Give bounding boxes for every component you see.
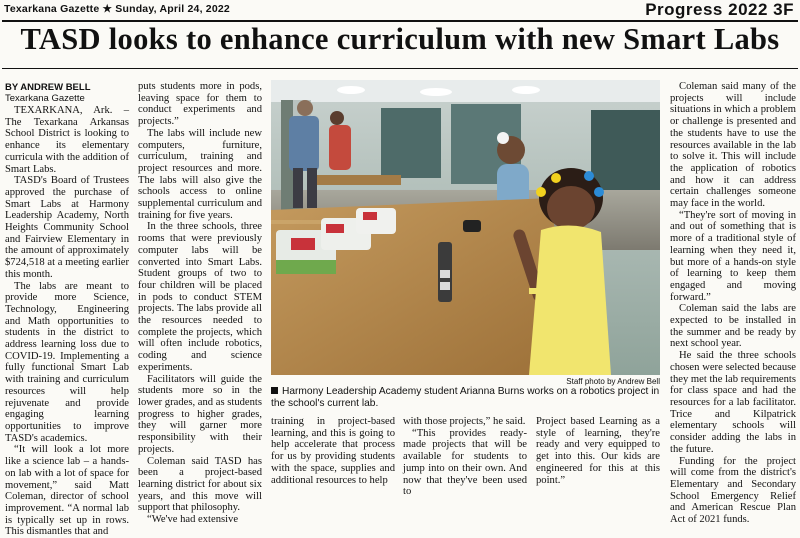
paragraph: TEXARKANA, Ark. – The Texarkana Arkansas School District is looking to enhance its elementary curricula with the addition of Smart Labs. <box>5 105 129 175</box>
paragraph: Coleman said TASD has been a project-based learning district for about six years, and this move will support that philosophy. <box>138 455 262 514</box>
paragraph: training in project-based learning, and this is going to help accelerate that process for us by providing students with the space, supplies and additional resources to help <box>271 416 395 486</box>
paragraph: TASD's Board of Trustees approved the purchase of Smart Labs at Harmony Leadership Academy, North Heights Community School and Fairview Elementary in the amount of approximately $724,518 at a meeting earlier this month. <box>5 175 129 280</box>
paragraph: Funding for the project will come from the district's Elementary and Secondary School Emergency Relief and American Rescue Plan Act of 2021 funds. <box>670 455 796 526</box>
paragraph: Coleman said many of the projects will include situations in which a problem or challenge is presented and the students have to use the resources available in the lab to solve it. This will include the application of robotics and how it can address certain challenges someone may face in the world. <box>670 81 796 210</box>
section-page-label: Progress 2022 3F <box>645 0 794 19</box>
photo-caption <box>271 386 663 410</box>
caption-text: Harmony Leadership Academy student Arianna Burns works on a robotics project in the school's current lab. <box>271 386 660 409</box>
paragraph: The labs are meant to provide more Science, Technology, Engineering and Math opportunities to students in the district to address learning loss due to COVID-19. Implementing a fully functional Smart Lab with training and curriculum resources will help rejuvenate and provide engaging learning opportunities to improve TASD's academics. <box>5 280 129 444</box>
article-column-5 <box>536 416 660 486</box>
paragraph: “We've had extensive <box>147 514 239 526</box>
photo-credit: Staff photo by Andrew Bell <box>566 377 660 386</box>
article-column-4 <box>403 416 527 498</box>
article-column-6 <box>670 81 796 526</box>
paragraph: In the three schools, three rooms that were previously computer labs will be converted into Smart Labs. Student groups of two to four children will be placed in pods to conduct STEM projects. The labs provide all the resources needed to complete the projects, which will often include robotics, coding and science experiments. <box>138 221 262 373</box>
paragraph: Project based Learning as a style of learning, they're ready and very equipped to get into this. Our kids are engineered for this at this point.” <box>536 416 660 486</box>
caption-bullet-icon <box>271 387 278 394</box>
article-column-3 <box>271 416 395 486</box>
headline-rule <box>2 68 798 69</box>
headline: TASD looks to enhance curriculum with new Smart Labs <box>20 22 780 56</box>
paragraph: “It will look a lot more like a science lab – a hands-on lab with a lot of space for movement,” said Matt Coleman, director of school improvement. “A normal lab is typically set up in rows. This dismantles that and <box>5 444 129 538</box>
paragraph: “This provides ready-made projects that will be available for students to jump into on their own. And now that they've been used to <box>403 427 527 498</box>
publication-line: Texarkana Gazette ★ Sunday, April 24, 2022 <box>4 3 230 15</box>
article-photo <box>271 80 660 375</box>
article-column-2 <box>138 81 262 526</box>
classroom-photo <box>271 80 660 375</box>
byline-publication: Texarkana Gazette <box>5 93 85 104</box>
paragraph: Facilitators will guide the students more so in the lower grades, and as students progress to higher grades, they will garner more responsibility with their projects. <box>138 373 262 455</box>
paragraph: with those projects,” he said. <box>403 416 526 427</box>
paragraph: He said the three schools chosen were selected because they met the lab requirements for class space and had the resources for a lab facilitator. Trice and Kilpatrick elementary schools will consider adding the labs in the future. <box>670 350 796 455</box>
byline: BY ANDREW BELL <box>5 82 91 93</box>
paragraph: The labs will include new computers, furniture, curriculum, training and project resources and more. The labs will also give the schools access to online supplemental curriculum and training for five years. <box>138 127 262 221</box>
paragraph: “They're sort of moving in and out of something that is more of a traditional style of learning when they need it, but more of a hands-on style of learning to keep them engaged and moving forward.” <box>670 209 796 303</box>
paragraph: Coleman said the labs are expected to be installed in the summer and be ready by next school year. <box>670 303 796 350</box>
paragraph: puts students more in pods, leaving space for them to conduct experiments and projects.” <box>138 81 262 128</box>
article-column-1 <box>5 82 129 538</box>
